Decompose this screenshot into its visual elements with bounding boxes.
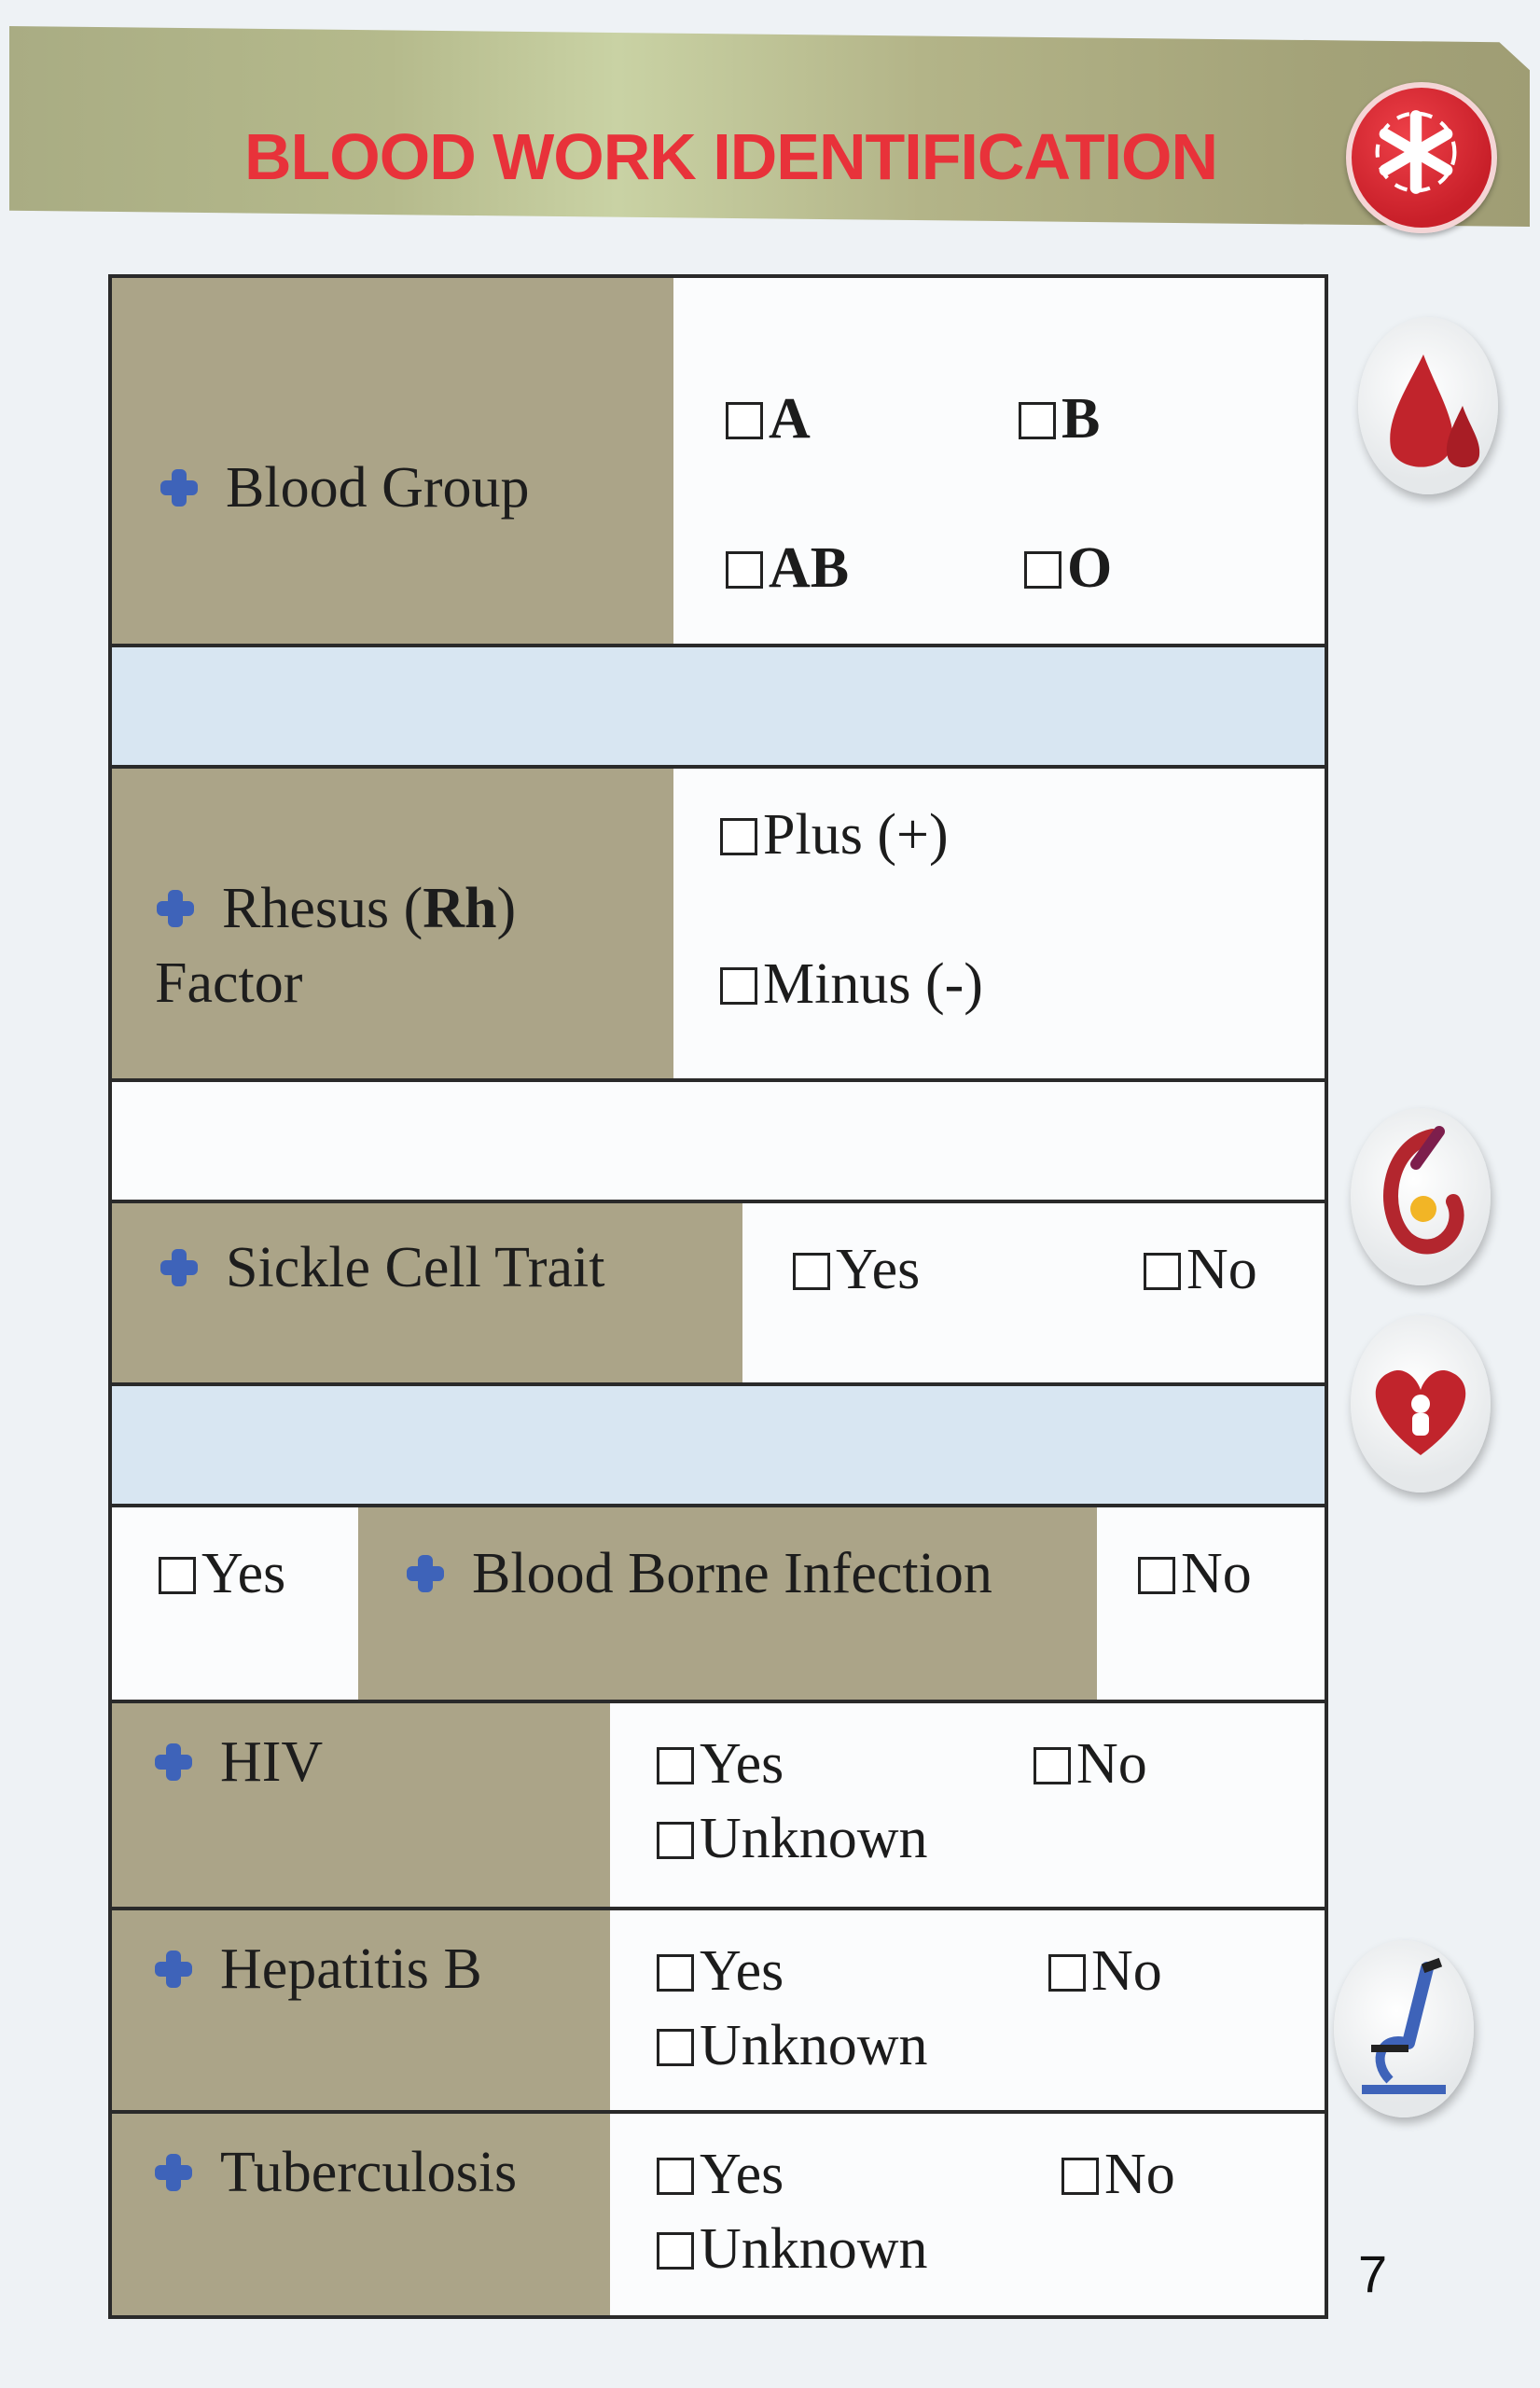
checkbox-blood-o[interactable]: O — [1024, 539, 1112, 597]
spacer-row — [108, 1078, 1328, 1203]
checkbox-blood-b[interactable]: B — [1019, 390, 1100, 448]
ribbon-sun-icon — [1351, 1108, 1491, 1285]
plus-bullet-icon — [155, 888, 196, 929]
blood-group-label — [112, 278, 673, 644]
blood-group-options — [673, 278, 1325, 644]
checkbox-square[interactable] — [793, 1253, 830, 1290]
microscope-icon — [1334, 1940, 1474, 2117]
checkbox-bloodborne-no[interactable]: No — [1138, 1545, 1252, 1603]
checkbox-square[interactable] — [1144, 1253, 1181, 1290]
checkbox-square[interactable] — [1061, 2158, 1099, 2195]
checkbox-tb-no[interactable]: No — [1061, 2145, 1175, 2203]
checkbox-square[interactable] — [657, 2158, 694, 2195]
checkbox-square[interactable] — [657, 2232, 694, 2270]
hiv-row — [108, 1700, 1328, 1910]
blood-group-label-text: Blood Group — [226, 456, 530, 520]
mother-child-icon — [1351, 1315, 1491, 1492]
checkbox-square[interactable] — [720, 967, 757, 1005]
rhesus-row — [108, 765, 1328, 1082]
hepatitis-b-row — [108, 1907, 1328, 2114]
checkbox-square[interactable] — [1138, 1557, 1175, 1594]
checkbox-hiv-yes[interactable]: Yes — [657, 1735, 784, 1793]
checkbox-square[interactable] — [1019, 402, 1056, 439]
sickle-cell-label: Sickle Cell Trait — [112, 1203, 742, 1382]
blood-drop-icon — [1358, 317, 1498, 494]
tuberculosis-options — [610, 2114, 1325, 2315]
checkbox-square[interactable] — [657, 2029, 694, 2066]
blood-work-form — [108, 274, 1328, 2326]
checkbox-square[interactable] — [720, 818, 757, 855]
sickle-cell-row — [108, 1200, 1328, 1386]
rhesus-label: Rhesus (Rh) Factor — [112, 769, 673, 1078]
checkbox-square[interactable] — [1024, 551, 1061, 589]
checkbox-square[interactable] — [657, 1822, 694, 1859]
checkbox-square[interactable] — [1048, 1954, 1086, 1992]
checkbox-tb-unknown[interactable]: Unknown — [657, 2220, 928, 2278]
blood-group-row — [108, 274, 1328, 647]
checkbox-hepb-yes[interactable]: Yes — [657, 1942, 784, 2000]
plus-bullet-icon — [153, 1742, 194, 1783]
page-title: BLOOD WORK IDENTIFICATION — [244, 120, 1218, 193]
checkbox-rh-minus[interactable]: Minus (-) — [720, 955, 983, 1013]
page-number: 7 — [1358, 2244, 1388, 2303]
checkbox-sickle-yes[interactable]: Yes — [793, 1241, 920, 1298]
plus-bullet-icon — [159, 1247, 200, 1288]
checkbox-hepb-no[interactable]: No — [1048, 1942, 1162, 2000]
checkbox-square[interactable] — [726, 551, 763, 589]
checkbox-bloodborne-yes[interactable]: Yes — [159, 1545, 285, 1603]
tuberculosis-row — [108, 2110, 1328, 2319]
spacer-row — [108, 1382, 1328, 1507]
checkbox-square[interactable] — [657, 1747, 694, 1784]
blood-borne-label: Blood Borne Infection — [358, 1507, 1097, 1700]
ems-star-of-life-icon — [1346, 82, 1497, 233]
tuberculosis-label: Tuberculosis — [112, 2114, 610, 2315]
plus-bullet-icon — [153, 1949, 194, 1990]
checkbox-rh-plus[interactable]: Plus (+) — [720, 806, 949, 864]
hiv-options — [610, 1703, 1325, 1907]
spacer-row — [108, 644, 1328, 769]
checkbox-hiv-unknown[interactable]: Unknown — [657, 1810, 928, 1867]
plus-bullet-icon — [159, 467, 200, 508]
sickle-cell-options — [742, 1203, 1325, 1382]
hiv-label: HIV — [112, 1703, 610, 1907]
checkbox-tb-yes[interactable]: Yes — [657, 2145, 784, 2203]
plus-bullet-icon — [405, 1553, 446, 1594]
blood-borne-row — [108, 1504, 1328, 1703]
checkbox-blood-a[interactable]: A — [726, 390, 811, 448]
checkbox-hiv-no[interactable]: No — [1034, 1735, 1147, 1793]
checkbox-sickle-no[interactable]: No — [1144, 1241, 1257, 1298]
checkbox-square[interactable] — [159, 1557, 196, 1594]
hepatitis-b-label: Hepatitis B — [112, 1910, 610, 2110]
checkbox-square[interactable] — [726, 402, 763, 439]
rhesus-options — [673, 769, 1325, 1078]
plus-bullet-icon — [153, 2152, 194, 2193]
checkbox-hepb-unknown[interactable]: Unknown — [657, 2017, 928, 2075]
checkbox-blood-ab[interactable]: AB — [726, 539, 849, 597]
rhesus-label-line2: Factor — [155, 951, 303, 1015]
checkbox-square[interactable] — [1034, 1747, 1071, 1784]
hepatitis-b-options — [610, 1910, 1325, 2110]
checkbox-square[interactable] — [657, 1954, 694, 1992]
